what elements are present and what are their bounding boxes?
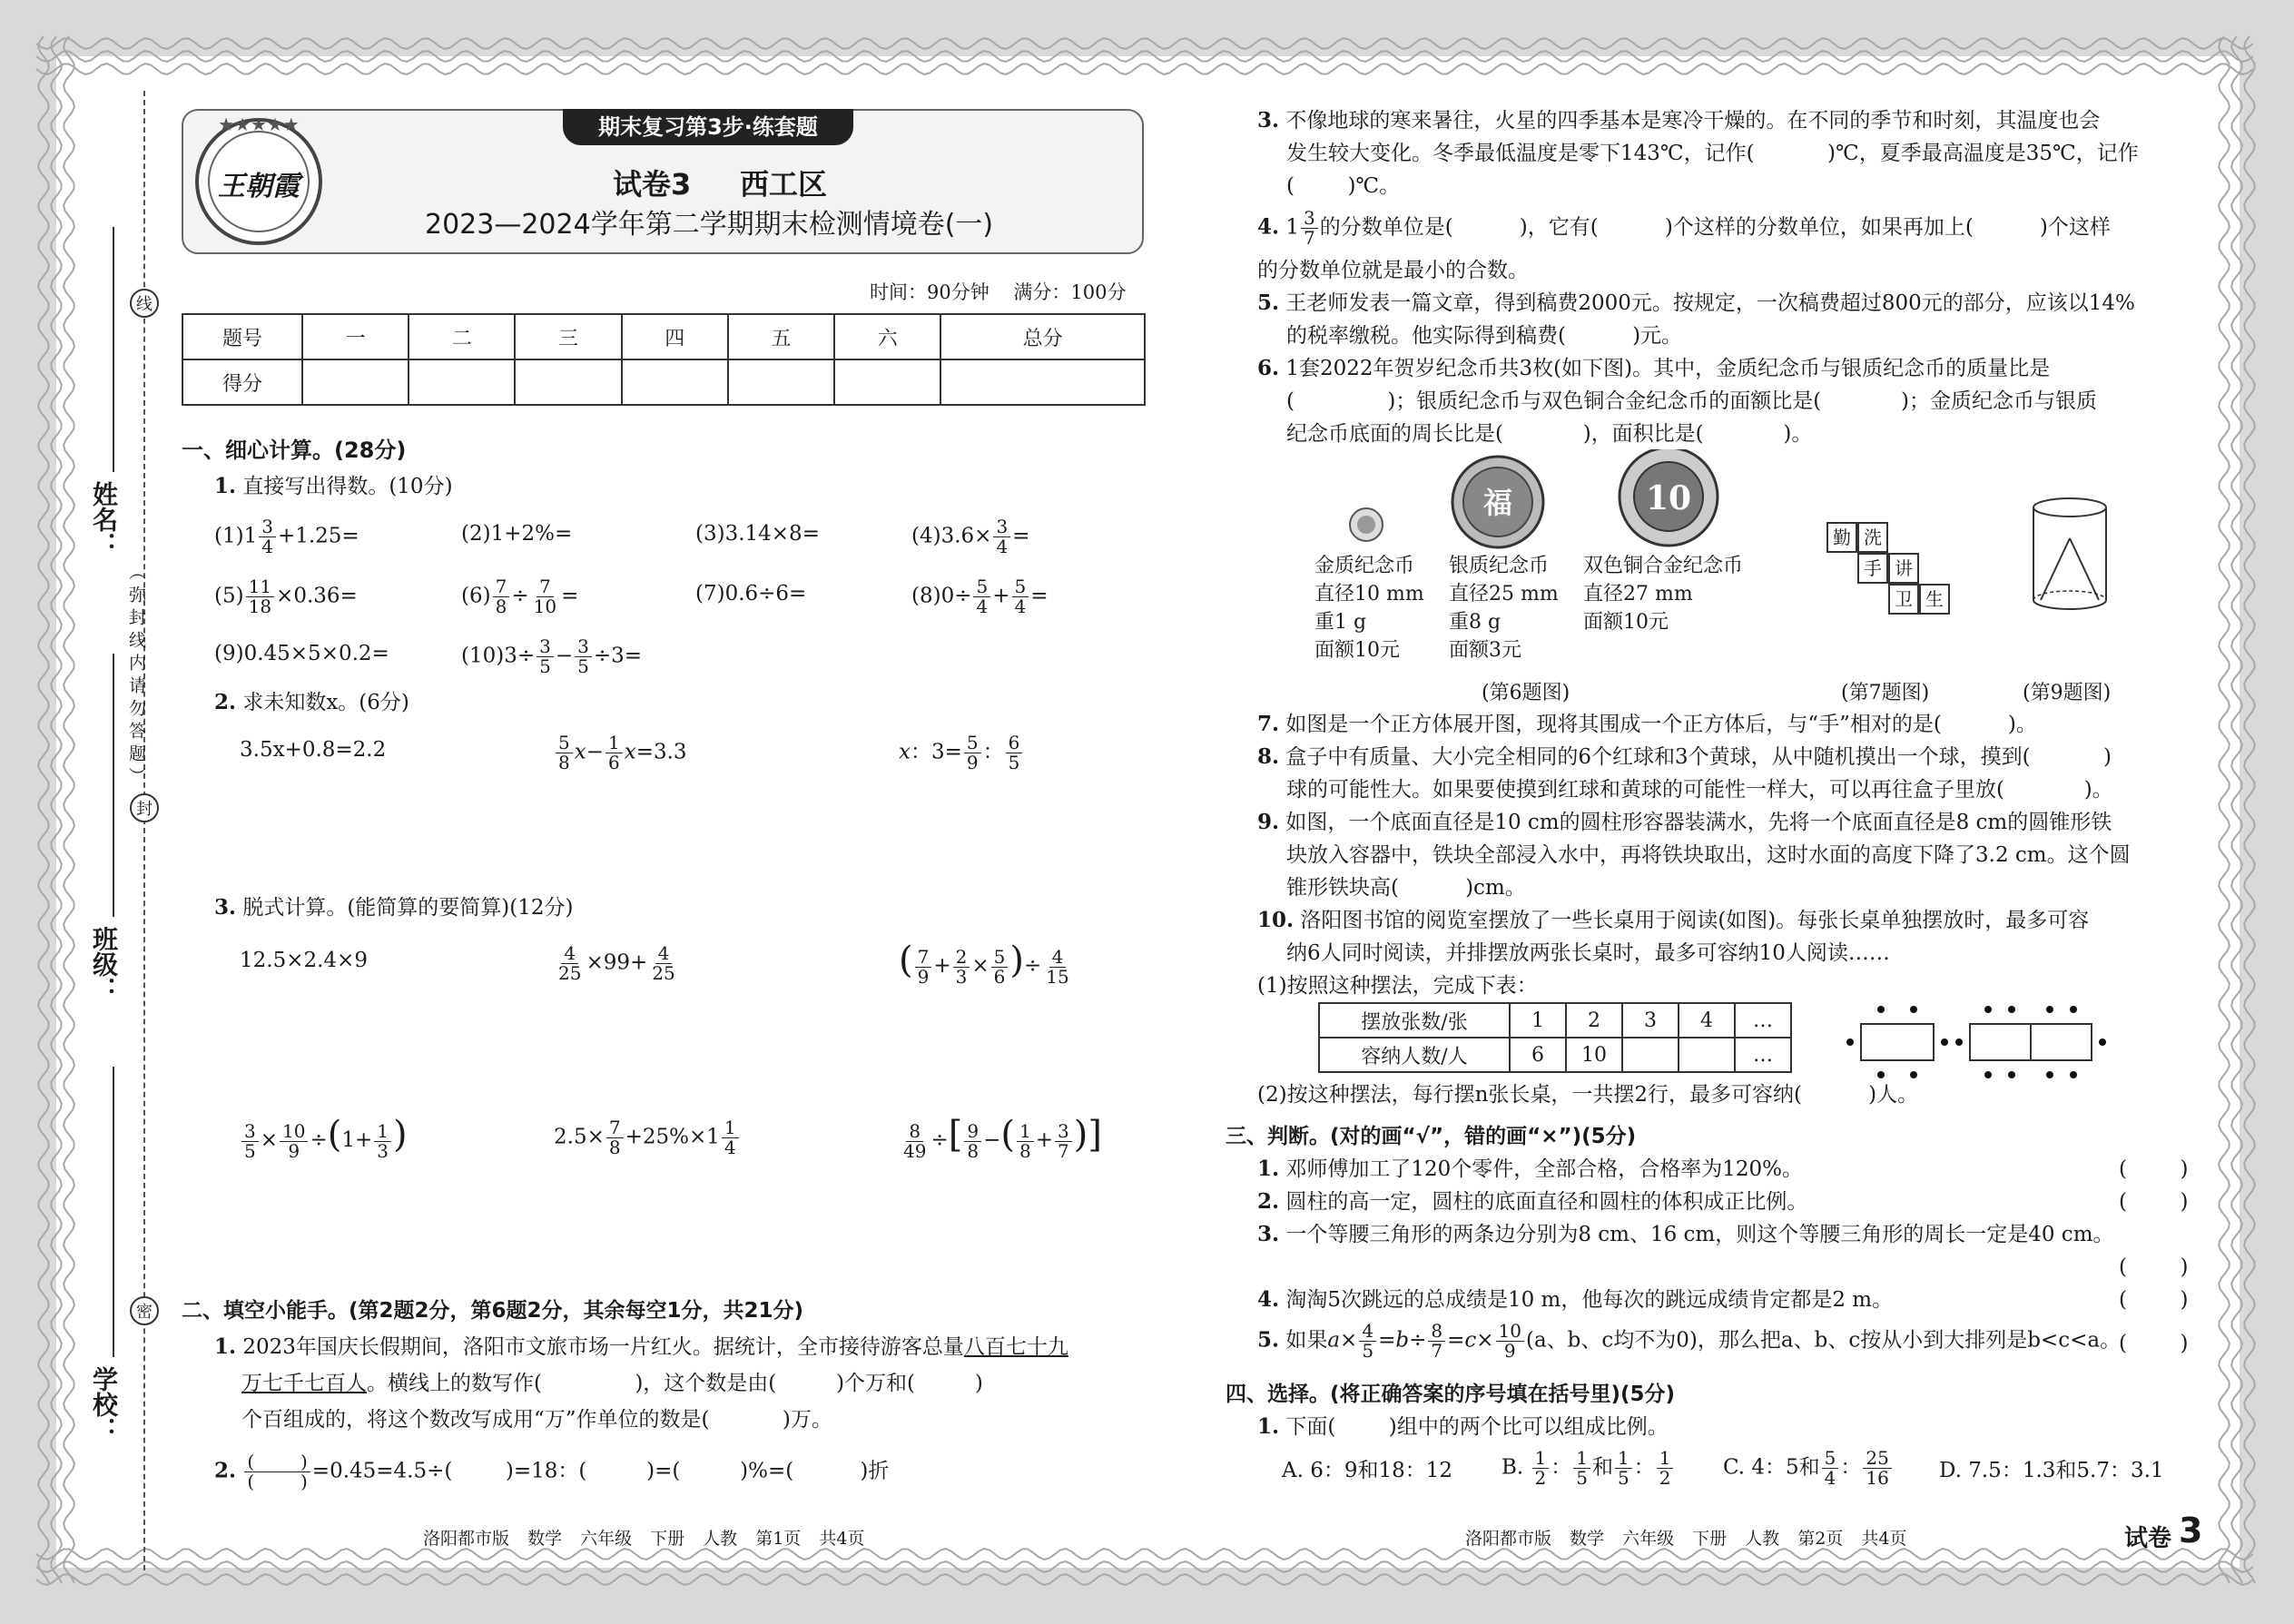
q10-cell: 1 — [1510, 1003, 1566, 1038]
cube-net-cell: 生 — [1919, 584, 1950, 615]
score-cell[interactable] — [834, 359, 940, 405]
silver-coin-mark: 福 — [1482, 486, 1513, 520]
sec2-q9-line3: 锥形铁块高( )cm。 — [1286, 876, 1526, 900]
q10-cell: 10 — [1566, 1038, 1622, 1072]
q10-cell: … — [1735, 1003, 1791, 1038]
q1-item-7: (7)0.6÷6= — [695, 582, 807, 605]
score-cell[interactable] — [409, 359, 515, 405]
sec2-q4-line1: 4. 1 $\frac{3}{7}$ 的分数单位是( )，它有( )个这样的分数单位，如果再加上( )个这样 — [1257, 207, 2111, 249]
q2-eq-b: $\frac{5}{8}$ x− $\frac{1}{6}$ x=3.3 — [554, 733, 687, 773]
cube-net-cell: 洗 — [1857, 522, 1888, 553]
score-head-1: 一 — [302, 314, 409, 359]
sec2-q8-line1: 8. 盒子中有质量、大小完全相同的6个红球和3个黄球，从中随机摸出一个球，摸到( ) — [1257, 744, 2112, 769]
score-head-0: 题号 — [182, 314, 302, 359]
banner: 期末复习第3步·练套题 — [563, 109, 853, 145]
q10-table — [1318, 1002, 1792, 1073]
school-line[interactable] — [113, 1067, 114, 1357]
school-label: 学校： — [89, 1366, 119, 1442]
fig7-label: (第7题图) — [1841, 682, 1930, 704]
footer-right: 洛阳都市版 数学 六年级 下册 人教 第2页 共4页 — [1465, 1529, 1907, 1549]
score-head-4: 四 — [622, 314, 728, 359]
sec2-q7: 7. 如图是一个正方体展开图，现将其围成一个正方体后，与“手”相对的是( )。 — [1257, 712, 2037, 736]
sec2-q10-line1: 10. 洛阳图书馆的阅览室摆放了一些长桌用于阅读(如图)。每张长桌单独摆放时，最多可容 — [1257, 908, 2090, 932]
cylinder-cone-figure — [2026, 495, 2113, 613]
sec2-q2: 2. $\frac{( )}{( )}$ =0.45=4.5÷( )=18：( )=( )%=( )折 — [214, 1451, 890, 1492]
q1-item-3: (3)3.14×8= — [695, 522, 820, 546]
paper-tag: 试卷 — [2124, 1525, 2172, 1552]
score-head-total: 总分 — [940, 314, 1145, 359]
coin-illustrations — [1344, 449, 1725, 558]
sec1-q1-title: 1. 直接写出得数。(10分) — [214, 474, 453, 498]
option-d[interactable]: D. 7.5：1.3和5.7：3.1 — [1939, 1459, 2164, 1482]
coin-gold-caption: 金质纪念币 直径10 mm 重1 g 面额10元 — [1314, 555, 1424, 662]
q3-expr-f: $\frac{8}{49}$ ÷[ $\frac{9}{8}$ −( $\frac{1}{8}$ + $\frac{3}{7}$ )] — [903, 1114, 1102, 1162]
judge-3-paren[interactable]: ( ) — [2119, 1255, 2189, 1279]
q10-cell: 4 — [1679, 1003, 1735, 1038]
sec1-q2-title: 2. 求未知数x。(6分) — [214, 690, 409, 714]
score-cell[interactable] — [515, 359, 621, 405]
district: 西工区 — [740, 167, 828, 202]
sec2-q6-line2: ( )；银质纪念币与双色铜合金纪念币的面额比是( )；金质纪念币与银质 — [1286, 389, 2097, 413]
cube-net-cell: 卫 — [1888, 584, 1919, 615]
choice-1: 1. 下面( )组中的两个比可以组成比例。 — [1257, 1414, 1669, 1439]
paper-tag-number: 3 — [2179, 1511, 2203, 1550]
sec1-title: 一、细心计算。(28分) — [182, 438, 407, 463]
q10-cell: … — [1735, 1038, 1791, 1072]
q1-item-9: (9)0.45×5×0.2= — [214, 642, 389, 665]
q1-item-8: (8)0÷ $\frac{5}{4}$ + $\frac{5}{4}$ = — [911, 576, 1049, 617]
name-line[interactable] — [113, 227, 114, 472]
sec2-q9-line1: 9. 如图，一个底面直径是10 cm的圆柱形容器装满水，先将一个底面直径是8 cm的圆锥形铁 — [1257, 810, 2112, 834]
sec2-q1-line1: 1. 2023年国庆长假期间，洛阳市文旅市场一片红火。据统计，全市接待游客总量八百七十九 — [214, 1334, 1068, 1359]
sec2-q9-line2: 块放入容器中，铁块全部浸入水中，再将铁块取出，这时水面的高度下降了3.2 cm。这个圆 — [1286, 843, 2131, 867]
judge-3: 3. 一个等腰三角形的两条边分别为8 cm、16 cm，则这个等腰三角形的周长一定是40 cm。 — [1257, 1222, 2114, 1246]
sec2-q8-line2: 球的可能性大。如果要使摸到红球和黄球的可能性一样大，可以再往盒子里放( )。 — [1286, 778, 2113, 802]
coin-silver-caption: 银质纪念币 直径25 mm 重8 g 面额3元 — [1449, 555, 1559, 662]
sec2-q10-sub1: (1)按照这种摆法，完成下表： — [1257, 974, 1538, 998]
q10-answer-cell[interactable] — [1622, 1038, 1679, 1072]
logo-text: 王朝霞 — [218, 171, 300, 202]
sec2-q1-line3: 个百组成的，将这个数改写成用“万”作单位的数是( )万。 — [241, 1408, 832, 1432]
sec2-q4-line2: 的分数单位就是最小的合数。 — [1257, 259, 1529, 282]
judge-1-paren[interactable]: ( ) — [2119, 1157, 2189, 1181]
score-head-6: 六 — [834, 314, 940, 359]
bimetal-coin-mark: 10 — [1645, 479, 1692, 517]
score-cell[interactable] — [728, 359, 834, 405]
double-table — [1955, 1006, 2106, 1078]
time-info: 时间：90分钟 满分：100分 — [870, 281, 1127, 303]
class-line[interactable] — [113, 654, 114, 917]
q10-head: 容纳人数/人 — [1319, 1038, 1510, 1072]
seal-char-xian: 线 — [130, 289, 159, 318]
q1-item-1: (1)1 $\frac{3}{4}$ +1.25= — [214, 516, 359, 557]
sec2-q5-line2: 的税率缴税。他实际得到稿费( )元。 — [1286, 324, 1683, 348]
gold-coin — [1350, 508, 1383, 541]
score-head-5: 五 — [728, 314, 834, 359]
paper-number: 试卷3 — [613, 167, 692, 202]
sec2-q3-line2: 发生较大变化。冬季最低温度是零下143℃，记作( )℃，夏季最高温度是35℃，记作 — [1286, 142, 2139, 165]
sec2-q3-line3: ( )℃。 — [1286, 174, 1401, 198]
q10-head: 摆放张数/张 — [1319, 1003, 1510, 1038]
judge-4-paren[interactable]: ( ) — [2119, 1288, 2189, 1312]
name-label: 姓名： — [89, 481, 119, 557]
footer-left: 洛阳都市版 数学 六年级 下册 人教 第1页 共4页 — [423, 1529, 865, 1549]
q3-expr-a: 12.5×2.4×9 — [240, 949, 368, 972]
score-head-2: 二 — [409, 314, 515, 359]
q10-cell: 3 — [1622, 1003, 1679, 1038]
coin-bimetal-caption: 双色铜合金纪念币 直径27 mm 面额10元 — [1583, 555, 1744, 634]
sec2-q6-line1: 6. 1套2022年贺岁纪念币共3枚(如下图)。其中，金质纪念币与银质纪念币的质量比是 — [1257, 356, 2051, 380]
q1-item-5: (5) $\frac{11}{18}$ ×0.36= — [214, 576, 358, 617]
q3-expr-c: ( $\frac{7}{9}$ + $\frac{2}{3}$ × $\frac{5}{6}$ )÷ $\frac{4}{15}$ — [899, 940, 1069, 988]
score-head-3: 三 — [515, 314, 621, 359]
sec4-title: 四、选择。(将正确答案的序号填在括号里)(5分) — [1226, 1383, 1676, 1406]
sec3-title: 三、判断。(对的画“√”，错的画“×”)(5分) — [1226, 1125, 1637, 1148]
q10-cell: 2 — [1566, 1003, 1622, 1038]
bimetal-coin — [1620, 449, 1718, 546]
cube-net-cell: 勤 — [1826, 522, 1857, 553]
q3-expr-e: 2.5× $\frac{7}{8}$ +25%×1 $\frac{1}{4}$ — [554, 1118, 741, 1157]
q3-expr-d: $\frac{3}{5}$ × $\frac{10}{9}$ ÷(1+ $\frac{1}{3}$ ) — [240, 1118, 408, 1161]
sec1-q3-title: 3. 脱式计算。(能简算的要简算)(12分) — [214, 895, 574, 920]
seal-char-mi: 密 — [130, 1296, 159, 1325]
binding-note: （弥封线内请勿答题） — [126, 563, 146, 790]
judge-5: 5. 如果a× $\frac{4}{5}$ =b÷ $\frac{8}{7}$ =c× $\frac{10}{9}$ (a、b、c均不为0)，那么把a、b、c按从小到大排列是b<c<a。 — [1257, 1320, 2122, 1362]
table-seating-figure — [1843, 997, 2115, 1086]
subtitle: 2023—2024学年第二学期期末检测情境卷(一) — [425, 209, 994, 241]
q1-item-6: (6) $\frac{7}{8}$ ÷ $\frac{7}{10}$ = — [461, 576, 579, 617]
judge-1: 1. 邓师傅加工了120个零件，全部合格，合格率为120%。 — [1257, 1156, 1803, 1181]
sec2-q3-line1: 3. 不像地球的寒来暑往，火星的四季基本是寒冷干燥的。在不同的季节和时刻，其温度也会 — [1257, 108, 2101, 133]
logo-stars: ★★★★★ — [218, 113, 300, 135]
judge-2: 2. 圆柱的高一定，圆柱的底面直径和圆柱的体积成正比例。 — [1257, 1189, 1808, 1214]
q3-expr-b: $\frac{4}{25}$ ×99+ $\frac{4}{25}$ — [558, 942, 675, 984]
option-a[interactable]: A. 6：9和18：12 — [1282, 1459, 1453, 1482]
score-cell[interactable] — [302, 359, 409, 405]
sec2-q1-line2: 万七千七百人。横线上的数写作( )，这个数是由( )个万和( ) — [241, 1372, 983, 1395]
q1-item-10: (10)3÷ $\frac{3}{5}$ − $\frac{3}{5}$ ÷3= — [461, 635, 643, 677]
q10-answer-cell[interactable] — [1679, 1038, 1735, 1072]
seal-char-feng: 封 — [130, 793, 159, 822]
q2-eq-c: x：3= $\frac{5}{9}$ ： $\frac{6}{5}$ — [899, 733, 1024, 773]
fig6-label: (第6题图) — [1482, 682, 1570, 704]
option-b[interactable]: B. $\frac{1}{2}$ ： $\frac{1}{5}$ 和 $\frac{1}{5}$ ： $\frac{1}{2}$ — [1501, 1449, 1675, 1488]
q2-eq-a: 3.5x+0.8=2.2 — [240, 738, 387, 762]
sec2-q6-line3: 纪念币底面的周长比是( )，面积比是( )。 — [1286, 422, 1813, 446]
sec2-q10-sub2: (2)按这种摆法，每行摆n张长桌，一共摆2行，最多可容纳( )人。 — [1257, 1083, 1919, 1107]
score-cell[interactable] — [622, 359, 728, 405]
cube-net-cell: 手 — [1857, 553, 1888, 584]
q1-item-2: (2)1+2%= — [461, 522, 573, 546]
judge-5-paren[interactable]: ( ) — [2119, 1332, 2189, 1355]
q1-item-4: (4)3.6× $\frac{3}{4}$ = — [911, 516, 1030, 557]
class-label: 班级： — [89, 926, 119, 1002]
score-cell[interactable] — [940, 359, 1145, 405]
silver-coin — [1452, 457, 1543, 547]
score-table — [182, 313, 1146, 406]
cube-net-cell: 讲 — [1888, 553, 1919, 584]
sec2-q10-line2: 纳6人同时阅读，并排摆放两张长桌时，最多可容纳10人阅读…… — [1286, 941, 1890, 965]
sec2-title: 二、填空小能手。(第2题2分，第6题2分，其余每空1分，共21分) — [182, 1299, 804, 1323]
sec2-q5-line1: 5. 王老师发表一篇文章，得到稿费2000元。按规定，一次稿费超过800元的部分，应该以14% — [1257, 290, 2135, 315]
single-table — [1846, 1006, 1948, 1078]
option-c[interactable]: C. 4：5和 $\frac{5}{4}$ ： $\frac{25}{16}$ — [1723, 1449, 1894, 1488]
judge-2-paren[interactable]: ( ) — [2119, 1190, 2189, 1214]
fig9-label: (第9题图) — [2023, 682, 2112, 704]
judge-4: 4. 淘淘5次跳远的总成绩是10 m，他每次的跳远成绩肯定都是2 m。 — [1257, 1287, 1894, 1312]
q10-cell: 6 — [1510, 1038, 1566, 1072]
score-row-label: 得分 — [182, 359, 302, 405]
